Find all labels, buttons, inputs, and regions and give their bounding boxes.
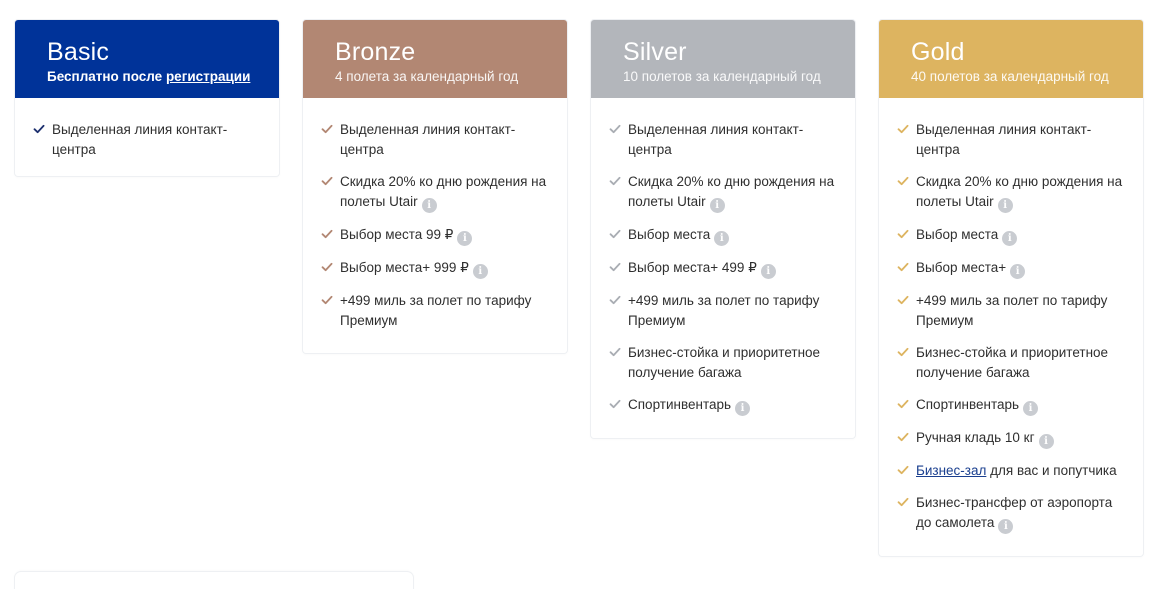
feature-item — [609, 343, 837, 383]
info-icon[interactable]: i — [1010, 264, 1025, 279]
check-icon — [897, 496, 909, 508]
feature-item — [609, 291, 837, 331]
check-icon — [609, 346, 621, 358]
feature-item — [897, 225, 1125, 246]
info-icon[interactable]: i — [473, 264, 488, 279]
feature-text: Выбор места — [916, 227, 999, 242]
feature-item — [897, 428, 1125, 449]
info-icon[interactable]: i — [1002, 231, 1017, 246]
tier-subtitle: 4 полета за календарный год — [335, 69, 519, 84]
tier-subtitle: 40 полетов за календарный год — [911, 69, 1109, 84]
feature-text: Выделенная линия контакт-центра — [52, 122, 228, 157]
check-icon — [609, 261, 621, 273]
feature-list-basic — [15, 98, 279, 176]
feature-item — [609, 258, 837, 279]
feature-item — [321, 172, 549, 213]
check-icon — [609, 228, 621, 240]
feature-text: Выбор места 99 ₽ — [340, 227, 454, 242]
feature-text: Выделенная линия контакт-центра — [340, 122, 516, 157]
registration-link[interactable]: регистрации — [165, 69, 251, 84]
feature-item — [321, 291, 549, 331]
check-icon — [321, 261, 333, 273]
tier-header-bronze — [303, 20, 567, 98]
tier-subtitle: 10 полетов за календарный год — [623, 69, 821, 84]
feature-item — [609, 120, 837, 160]
feature-text: Выделенная линия контакт-центра — [628, 122, 804, 157]
check-icon — [897, 294, 909, 306]
feature-text: Выбор места+ — [916, 260, 1007, 275]
tier-title: Silver — [623, 38, 687, 66]
feature-item — [897, 461, 1125, 481]
info-icon[interactable]: i — [457, 231, 472, 246]
check-icon — [897, 346, 909, 358]
feature-item — [321, 120, 549, 160]
check-icon — [897, 228, 909, 240]
feature-text: Бизнес-стойка и приоритетное получение багажа — [628, 345, 821, 380]
check-icon — [321, 228, 333, 240]
tier-card-basic — [15, 20, 279, 176]
tier-card-gold — [879, 20, 1143, 556]
feature-list-gold — [879, 98, 1143, 556]
feature-text: Выбор места+ 999 ₽ — [340, 260, 469, 275]
check-icon — [897, 464, 909, 476]
feature-text: Спортинвентарь — [916, 397, 1020, 412]
feature-text: для вас и попутчика — [986, 463, 1117, 478]
info-icon[interactable]: i — [710, 198, 725, 213]
check-icon — [321, 175, 333, 187]
feature-text: Спортинвентарь — [628, 397, 732, 412]
feature-item — [897, 258, 1125, 279]
feature-text: Выделенная линия контакт-центра — [916, 122, 1092, 157]
tier-header-silver — [591, 20, 855, 98]
check-icon — [897, 398, 909, 410]
tier-header-gold — [879, 20, 1143, 98]
feature-item — [897, 291, 1125, 331]
feature-item — [33, 120, 261, 160]
feature-text: Ручная кладь 10 кг — [916, 430, 1035, 445]
bottom-panel — [15, 572, 413, 589]
check-icon — [897, 123, 909, 135]
tier-subtitle-text: Бесплатно после — [47, 69, 166, 84]
feature-item — [897, 120, 1125, 160]
info-icon[interactable]: i — [998, 519, 1013, 534]
feature-item — [897, 493, 1125, 534]
check-icon — [321, 123, 333, 135]
feature-item — [897, 343, 1125, 383]
tier-title: Bronze — [335, 38, 416, 66]
feature-text: Выбор места — [628, 227, 711, 242]
feature-text: Бизнес-трансфер от аэропорта до самолета — [916, 495, 1113, 530]
feature-item — [897, 172, 1125, 213]
info-icon[interactable]: i — [761, 264, 776, 279]
feature-text: Выбор места+ 499 ₽ — [628, 260, 757, 275]
info-icon[interactable]: i — [714, 231, 729, 246]
feature-item — [609, 172, 837, 213]
info-icon[interactable]: i — [735, 401, 750, 416]
check-icon — [897, 175, 909, 187]
feature-item — [321, 258, 549, 279]
feature-list-silver — [591, 98, 855, 438]
check-icon — [609, 175, 621, 187]
check-icon — [609, 398, 621, 410]
info-icon[interactable]: i — [998, 198, 1013, 213]
feature-item — [897, 395, 1125, 416]
check-icon — [897, 261, 909, 273]
feature-text: +499 миль за полет по тарифу Премиум — [628, 293, 820, 328]
tier-title: Basic — [47, 38, 110, 66]
check-icon — [321, 294, 333, 306]
info-icon[interactable]: i — [1023, 401, 1038, 416]
feature-item — [609, 395, 837, 416]
check-icon — [609, 123, 621, 135]
feature-text: Скидка 20% ко дню рождения на полеты Utair — [340, 174, 547, 209]
info-icon[interactable]: i — [1039, 434, 1054, 449]
feature-text: +499 миль за полет по тарифу Премиум — [340, 293, 532, 328]
feature-list-bronze — [303, 98, 567, 353]
feature-text: +499 миль за полет по тарифу Премиум — [916, 293, 1108, 328]
tier-card-bronze — [303, 20, 567, 353]
check-icon — [897, 431, 909, 443]
feature-text: Скидка 20% ко дню рождения на полеты Utair — [916, 174, 1123, 209]
tier-card-silver — [591, 20, 855, 438]
check-icon — [609, 294, 621, 306]
check-icon — [33, 123, 45, 135]
tier-title: Gold — [911, 38, 965, 66]
feature-text: Скидка 20% ко дню рождения на полеты Utair — [628, 174, 835, 209]
feature-item — [321, 225, 549, 246]
tier-subtitle — [47, 68, 279, 86]
feature-item — [609, 225, 837, 246]
business-lounge-link[interactable]: Бизнес-зал — [916, 463, 987, 478]
info-icon[interactable]: i — [422, 198, 437, 213]
feature-text: Бизнес-стойка и приоритетное получение багажа — [916, 345, 1109, 380]
tier-header-basic — [15, 20, 279, 98]
